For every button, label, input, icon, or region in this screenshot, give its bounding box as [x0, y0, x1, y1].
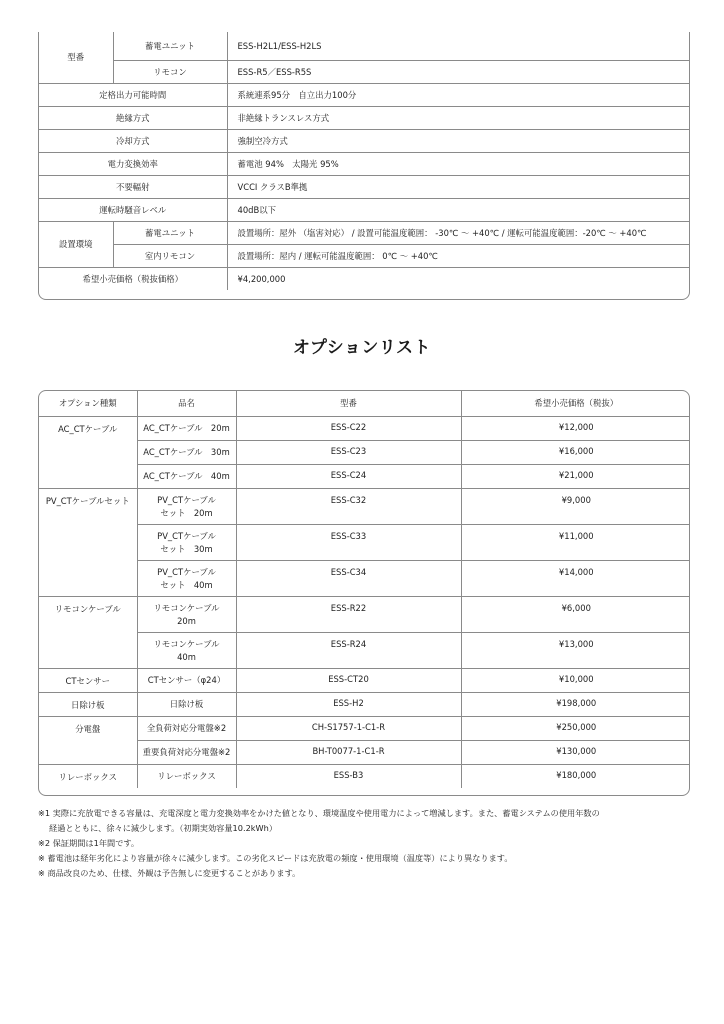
- item-name: [137, 632, 236, 668]
- spec-value: 設置場所：屋外 （塩害対応） / 設置可能温度範囲： -30℃ ～ +40℃ / 運転可能温度範囲：-20℃ ～ +40℃: [227, 221, 690, 244]
- footnotes: [38, 806, 698, 881]
- table-row: [39, 560, 690, 596]
- item-model: ESS-C34: [236, 560, 461, 596]
- table-row: [39, 440, 690, 464]
- footnote: ※2 保証期間は1年間です。: [38, 838, 140, 848]
- item-price: ¥198,000: [461, 692, 690, 716]
- spec-row: [39, 198, 690, 221]
- table-row: [39, 596, 690, 632]
- spec-label: 運転時騒音レベル: [39, 198, 227, 221]
- item-name-line2: 40m: [177, 651, 196, 662]
- option-table-grid: [39, 391, 690, 788]
- item-name-line1: リモコンケーブル: [153, 638, 220, 649]
- spec-row: [39, 152, 690, 175]
- spec-row: [39, 106, 690, 129]
- spec-value: VCCI クラスB準拠: [227, 175, 690, 198]
- item-price: ¥10,000: [461, 668, 690, 692]
- item-name-line1: PV_CTケーブル: [157, 494, 216, 505]
- item-price: ¥12,000: [461, 416, 690, 440]
- spec-row: [39, 83, 690, 106]
- option-table: [38, 390, 690, 796]
- spec-group-label: 型番: [39, 32, 113, 83]
- spec-value: 設置場所：屋内 / 運転可能温度範囲： 0℃ ～ +40℃: [227, 244, 690, 267]
- footnote: ※ 商品改良のため、仕様、外観は予告無しに変更することがあります。: [38, 868, 301, 878]
- spec-value: 系統連系95分 自立出力100分: [227, 83, 690, 106]
- item-model: ESS-C33: [236, 524, 461, 560]
- spec-value: 40dB以下: [227, 198, 690, 221]
- item-price: ¥14,000: [461, 560, 690, 596]
- item-model: ESS-H2: [236, 692, 461, 716]
- item-name: 重要負荷対応分電盤※2: [137, 740, 236, 764]
- item-price: ¥180,000: [556, 769, 597, 780]
- spec-row: [39, 175, 690, 198]
- spec-table: [38, 32, 690, 300]
- table-row: [39, 464, 690, 488]
- spec-value: ESS-R5／ESS-R5S: [227, 60, 690, 83]
- spec-value: ¥4,200,000: [237, 273, 286, 284]
- table-row: [39, 416, 690, 440]
- table-row: [39, 524, 690, 560]
- item-name-line1: PV_CTケーブル: [157, 530, 216, 541]
- category-relay-box: リレーボックス: [39, 764, 137, 788]
- spec-label: リモコン: [113, 60, 227, 83]
- table-row: [39, 632, 690, 668]
- footnote-continuation: 経過とともに、徐々に減少します。（初期実効容量10.2kWh）: [49, 823, 278, 833]
- spec-row-model-unit: [39, 32, 690, 60]
- table-row: [39, 740, 690, 764]
- spec-group-label: 設置環境: [39, 221, 113, 267]
- item-name: 日除け板: [137, 692, 236, 716]
- spec-label: 冷却方式: [39, 129, 227, 152]
- item-name: AC_CTケーブル 30m: [137, 440, 236, 464]
- spec-label: 蓄電ユニット: [113, 221, 227, 244]
- table-row: [39, 692, 690, 716]
- category-distribution-board: 分電盤: [39, 716, 137, 764]
- spec-value: 強制空冷方式: [227, 129, 690, 152]
- item-model: ESS-C24: [236, 464, 461, 488]
- spec-label: 希望小売価格（税抜価格）: [39, 267, 227, 290]
- item-model: ESS-C32: [236, 488, 461, 524]
- header-model: 型番: [236, 391, 461, 416]
- item-name-line2: 20m: [177, 615, 196, 626]
- item-price: ¥16,000: [461, 440, 690, 464]
- item-name: 全負荷対応分電盤※2: [137, 716, 236, 740]
- item-name: CTセンサー（φ24）: [137, 668, 236, 692]
- item-model: ESS-C22: [236, 416, 461, 440]
- table-row: [39, 716, 690, 740]
- item-name-line1: PV_CTケーブル: [157, 566, 216, 577]
- spec-table-grid: [39, 32, 690, 290]
- item-name: [137, 524, 236, 560]
- item-price: ¥9,000: [461, 488, 690, 524]
- item-price: ¥21,000: [461, 464, 690, 488]
- spec-label: 電力変換効率: [39, 152, 227, 175]
- table-row: [39, 488, 690, 524]
- spec-value: 非絶縁トランスレス方式: [227, 106, 690, 129]
- item-model: CH-S1757-1-C1-R: [236, 716, 461, 740]
- item-name: [137, 488, 236, 524]
- item-price: ¥6,000: [461, 596, 690, 632]
- spec-row-env-remote: [39, 244, 690, 267]
- category-remote-cable: リモコンケーブル: [39, 596, 137, 668]
- table-row: [39, 668, 690, 692]
- spec-label: 蓄電ユニット: [113, 32, 227, 60]
- category-ct-sensor: CTセンサー: [39, 668, 137, 692]
- item-name-line2: セット 20m: [160, 507, 213, 518]
- item-model: ESS-CT20: [236, 668, 461, 692]
- spec-label: 絶縁方式: [39, 106, 227, 129]
- item-name-line2: セット 30m: [160, 543, 213, 554]
- footnote: ※1 実際に充放電できる容量は、充電深度と電力変換効率をかけた値となり、環境温度や使用電力によって増減します。また、蓄電システムの使用年数の: [38, 808, 600, 818]
- item-model: BH-T0077-1-C1-R: [236, 740, 461, 764]
- option-header-row: [39, 391, 690, 416]
- item-price: ¥11,000: [461, 524, 690, 560]
- item-price: ¥250,000: [461, 716, 690, 740]
- spec-row: [39, 129, 690, 152]
- spec-row-env-unit: [39, 221, 690, 244]
- item-price: ¥130,000: [461, 740, 690, 764]
- spec-label: 室内リモコン: [113, 244, 227, 267]
- item-name: [137, 596, 236, 632]
- item-name-line2: セット 40m: [160, 579, 213, 590]
- category-pv-ct-cable-set: PV_CTケーブルセット: [39, 488, 137, 596]
- spec-row-model-remote: [39, 60, 690, 83]
- header-price: 希望小売価格（税抜）: [461, 391, 690, 416]
- item-name: AC_CTケーブル 20m: [137, 416, 236, 440]
- spec-value: ESS-H2L1/ESS-H2LS: [227, 32, 690, 60]
- item-name-line1: リモコンケーブル: [153, 602, 220, 613]
- header-product-name: 品名: [137, 391, 236, 416]
- header-option-type: オプション種類: [39, 391, 137, 416]
- spec-value: 蓄電池 94% 太陽光 95%: [227, 152, 690, 175]
- footnote: ※ 蓄電池は経年劣化により容量が徐々に減少します。この劣化スピードは充放電の頻度・使用環境（温度等）により異なります。: [38, 853, 513, 863]
- spec-label: 定格出力可能時間: [39, 83, 227, 106]
- item-model: ESS-C23: [236, 440, 461, 464]
- item-model: ESS-B3: [236, 764, 461, 788]
- item-price: ¥13,000: [461, 632, 690, 668]
- spec-row-price: [39, 267, 690, 290]
- item-model: ESS-R24: [236, 632, 461, 668]
- category-sunshade: 日除け板: [39, 692, 137, 716]
- item-name: [137, 560, 236, 596]
- table-row: [39, 764, 690, 788]
- category-ac-ct-cable: AC_CTケーブル: [39, 416, 137, 488]
- item-name: AC_CTケーブル 40m: [137, 464, 236, 488]
- option-list-title: オプションリスト: [292, 338, 432, 358]
- item-name: リレーボックス: [137, 764, 236, 788]
- item-model: ESS-R22: [236, 596, 461, 632]
- spec-label: 不要輻射: [39, 175, 227, 198]
